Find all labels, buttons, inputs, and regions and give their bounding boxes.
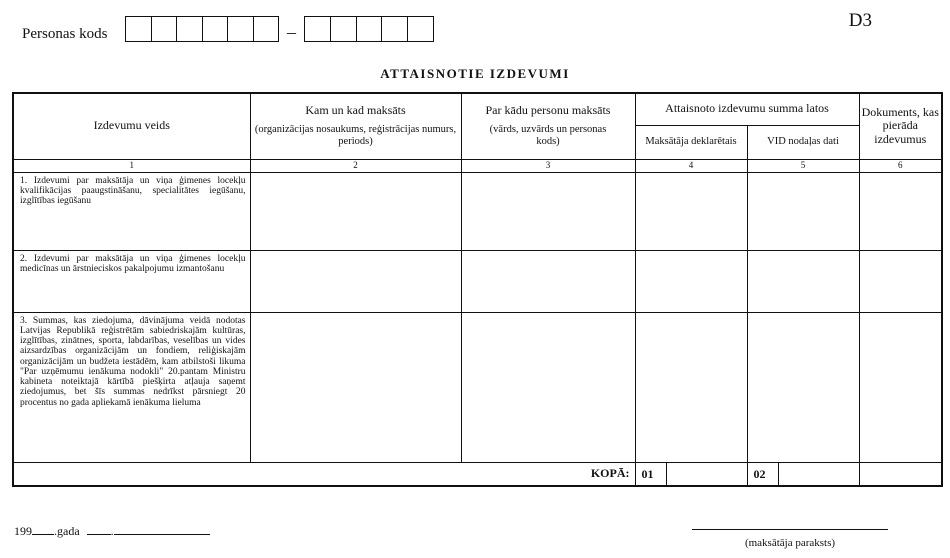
paid-for-cell[interactable] (461, 172, 635, 250)
document-cell[interactable] (859, 172, 942, 250)
column-number: 1 (13, 159, 250, 172)
row-label-donations: 3. Summas, kas ziedojuma, dāvinājuma veidā nodotas Latvijas Republikā reģistrētām sabiedriskajām kultūras, izglītības, zinātnes, sporta, labdarības, veselības un vides aizsardzības organizācijām un fondiem, reliģiskajām organizācijām un budžeta iestādēm, kam atbilstoši likuma "Par uzņēmumu ienākuma nodokli" 20.pantam Ministru kabineta noteiktajā kārtībā piešķirta atļauja saņemt ziedojumus, bet šīs summas nedrīkst pārsniegt 20 procentus no gada apliekamā ienākuma lieluma (13, 312, 250, 462)
col-header-paid-for-title: Par kādu personu maksāts (485, 103, 611, 118)
paid-for-cell[interactable] (461, 312, 635, 462)
document-cell[interactable] (859, 250, 942, 312)
total-declared-cell (635, 462, 747, 486)
paid-for-cell[interactable] (461, 250, 635, 312)
table-row (13, 250, 942, 312)
personal-code-part2-input[interactable] (304, 16, 434, 42)
declared-amount-cell[interactable] (635, 312, 747, 462)
row-label-education: 1. Izdevumi par maksātāja un viņa ģimenes locekļu kvalifikācijas paaugstināšanu, specialitātes iegūšanu, izglītības iegūšanu (13, 172, 250, 250)
declared-amount-cell[interactable] (635, 250, 747, 312)
signature-line[interactable] (692, 529, 888, 530)
total-document-cell (859, 462, 942, 486)
page-title: ATTAISNOTIE IZDEVUMI (380, 66, 570, 81)
col-header-paid-to-sub: (organizācijas nosaukums, reģistrācijas numurs, periods) (254, 124, 457, 148)
personal-code-separator: – (287, 22, 296, 42)
row-label-medical: 2. Izdevumi par maksātāja un viņa ģimenes locekļu medicīnas un ārstnieciskos pakalpojumu izmantošanu (13, 250, 250, 312)
column-number: 2 (250, 159, 461, 172)
column-number: 6 (859, 159, 942, 172)
form-code: D3 (848, 10, 872, 31)
table-row (13, 312, 942, 462)
col-header-paid-to-title: Kam un kad maksāts (305, 103, 406, 118)
expenses-table (12, 92, 943, 487)
total-code-02: 02 (748, 463, 779, 485)
signature-caption: (maksātāja paraksts) (744, 537, 836, 549)
total-declared-input[interactable] (667, 463, 747, 485)
paid-to-cell[interactable] (250, 250, 461, 312)
month-input[interactable] (114, 523, 210, 535)
vid-amount-cell[interactable] (747, 172, 859, 250)
col-header-amount: Attaisnoto izdevumu summa latos (635, 93, 859, 125)
personal-code-label: Personas kods (22, 26, 108, 42)
col-header-paid-to (250, 93, 461, 159)
day-input[interactable] (87, 523, 111, 535)
document-cell[interactable] (859, 312, 942, 462)
col-header-vid-data: VID nodaļas dati (747, 125, 859, 159)
total-vid-cell (747, 462, 859, 486)
col-header-paid-for (461, 93, 635, 159)
col-header-expense-type: Izdevumu veids (13, 93, 250, 159)
col-header-declared: Maksātāja deklarētais (635, 125, 747, 159)
column-number: 4 (635, 159, 747, 172)
total-label: KOPĀ: (13, 462, 635, 486)
column-number: 5 (747, 159, 859, 172)
total-code-01: 01 (636, 463, 667, 485)
year-suffix: .gada (54, 524, 80, 538)
year-prefix: 199 (14, 524, 32, 538)
column-number: 3 (461, 159, 635, 172)
total-vid-input[interactable] (779, 463, 859, 485)
declared-amount-cell[interactable] (635, 172, 747, 250)
col-header-paid-for-sub: (vārds, uzvārds un personas kods) (489, 124, 607, 148)
year-input[interactable] (32, 523, 54, 535)
col-header-document: Dokuments, kas pierāda izdevumus (859, 93, 942, 159)
vid-amount-cell[interactable] (747, 250, 859, 312)
paid-to-cell[interactable] (250, 312, 461, 462)
total-row (13, 462, 942, 486)
paid-to-cell[interactable] (250, 172, 461, 250)
personal-code-part1-input[interactable] (125, 16, 279, 42)
column-numbers-row (13, 159, 942, 172)
date-line: 199 .gada . (14, 523, 210, 539)
vid-amount-cell[interactable] (747, 312, 859, 462)
table-row (13, 172, 942, 250)
